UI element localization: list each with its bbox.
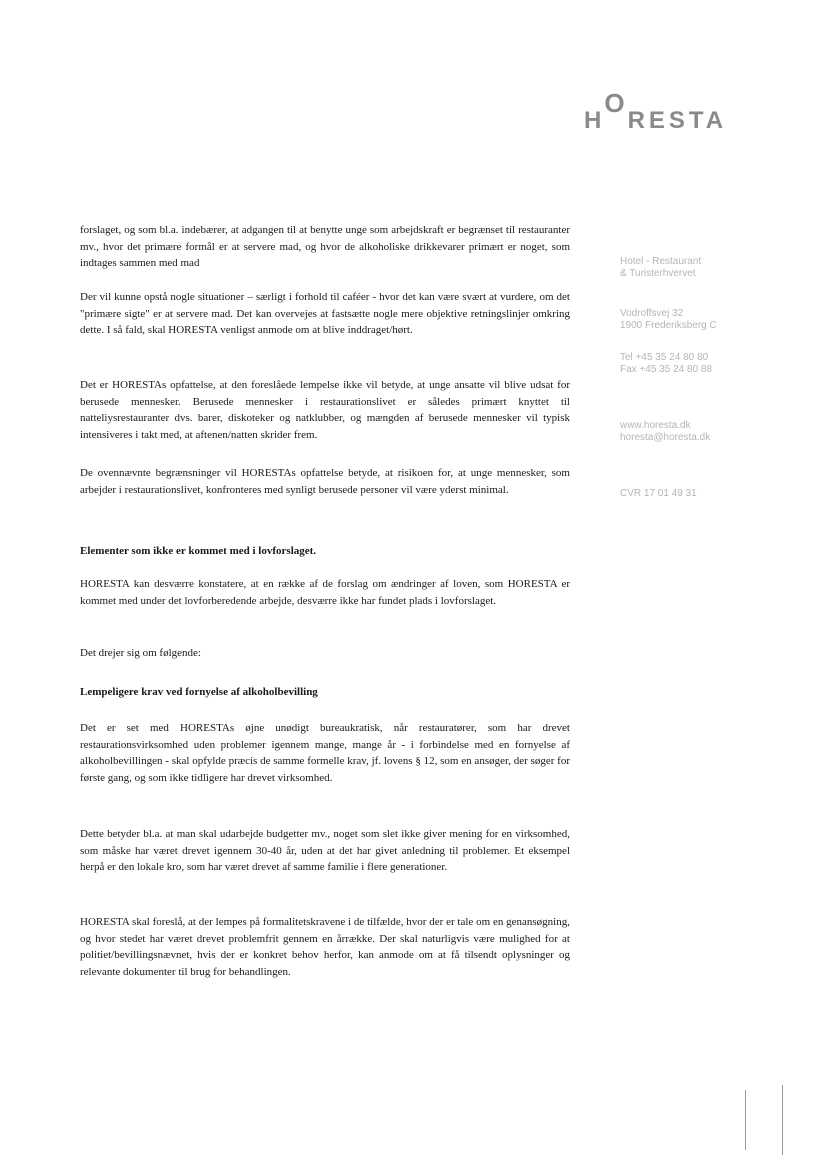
sidebar-email: horesta@horesta.dk xyxy=(620,432,711,443)
sidebar-address-line1: Vodroffsvej 32 xyxy=(620,308,684,319)
paragraph-7: Det er set med HORESTAs øjne unødigt bureaukratisk, når restauratører, som har drevet restaurationsvirksomhed uden problemer igennem mange, mange år - i forbindelse med en fornyelse af alkoholbevillingen - skal opfylde præcis de samme formelle krav, jf. lovens § 12, som en ansøger, der søger for første gang, og som ikke tidligere har drevet virksomhed. xyxy=(80,722,570,784)
sidebar-contact-web xyxy=(620,420,820,444)
logo-letter-o: O xyxy=(604,88,629,118)
sidebar-org-line1: Hotel - Restaurant xyxy=(620,256,702,267)
sidebar-phone: Tel +45 35 24 80 80 xyxy=(620,352,709,363)
paragraph-1: forslaget, og som bl.a. indebærer, at adgangen til at benytte unge som arbejdskraft er begrænset til restauranter mv., hvor det primære formål er at servere mad, og hvor de alkoholiske drikkevarer primært er noget, som indtages sammen med mad xyxy=(80,224,570,269)
paragraph-2: Der vil kunne opstå nogle situationer – særligt i forhold til caféer - hvor det kan være svært at vurdere, om det "primære sigte" er at servere mad. Det kan overvejes at fastsætte nogle mere objektive retningslinjer omkring dette. I så fald, skal HORESTA venligst anmode om at blive inddraget/hørt. xyxy=(80,291,570,336)
sidebar-address-line2: 1900 Frederiksberg C xyxy=(620,320,717,331)
paragraph-4: De ovennævnte begrænsninger vil HORESTAs opfattelse betyde, at risikoen for, at unge mennesker, som arbejder i restaurationslivet, konfronteres med synligt berusede personer vil være yderst minimal. xyxy=(80,467,570,496)
sidebar-cvr xyxy=(620,488,820,500)
sidebar-address xyxy=(620,308,820,332)
logo-letter-h: H xyxy=(584,107,606,134)
horesta-logo xyxy=(584,88,728,135)
sidebar-org-line2: & Turisterhvervet xyxy=(620,268,696,279)
margin-scan-mark xyxy=(745,1090,746,1150)
logo-letters-resta: RESTA xyxy=(627,107,728,134)
section-heading-missing-elements: Elementer som ikke er kommet med i lovforslaget. xyxy=(80,545,317,557)
section-heading-license-renewal: Lempeligere krav ved fornyelse af alkoholbevilling xyxy=(80,686,318,698)
paragraph-3: Det er HORESTAs opfattelse, at den foreslåede lempelse ikke vil betyde, at unge ansatte vil blive udsat for berusede mennesker. Berusede mennesker i restaurationslivet er således primært knyttet til natteliysrestauranter dvs. barer, diskoteker og natklubber, og mængden af berusede mennesker vil typisk intensiveres i takt med, at aftenen/natten skrider frem. xyxy=(80,379,570,441)
sidebar-cvr-number: CVR 17 01 49 31 xyxy=(620,488,697,499)
paragraph-9: HORESTA skal foreslå, at der lempes på formalitetskravene i de tilfælde, hvor der er tale om en genansøgning, og hvor stedet har været drevet problemfrit gennem en årrække. Der skal naturligvis være mulighed for at politiet/bevillingsnævnet, hvis der er konkret behov herfor, kan anmode om at få tilsendt oplysninger og relevante dokumenter til brug for behandlingen. xyxy=(80,916,570,978)
sidebar-contact-phone xyxy=(620,352,820,376)
margin-scan-mark xyxy=(782,1085,783,1155)
sidebar-web: www.horesta.dk xyxy=(620,420,691,431)
sidebar-organization xyxy=(620,256,820,280)
paragraph-6: Det drejer sig om følgende: xyxy=(80,647,201,659)
sidebar-fax: Fax +45 35 24 80 88 xyxy=(620,364,713,375)
paragraph-5: HORESTA kan desværre konstatere, at en række af de forslag om ændringer af loven, som HORESTA er kommet med under det lovforberedende arbejde, desværre ikke har fundet plads i lovforslaget. xyxy=(80,578,570,607)
paragraph-8: Dette betyder bl.a. at man skal udarbejde budgetter mv., noget som slet ikke giver mening for en virksomhed, som måske har været drevet igennem 30-40 år, uden at det har givet anledning til problemer. Et eksempel herpå er den lokale kro, som har været drevet af samme familie i flere generationer. xyxy=(80,828,570,873)
